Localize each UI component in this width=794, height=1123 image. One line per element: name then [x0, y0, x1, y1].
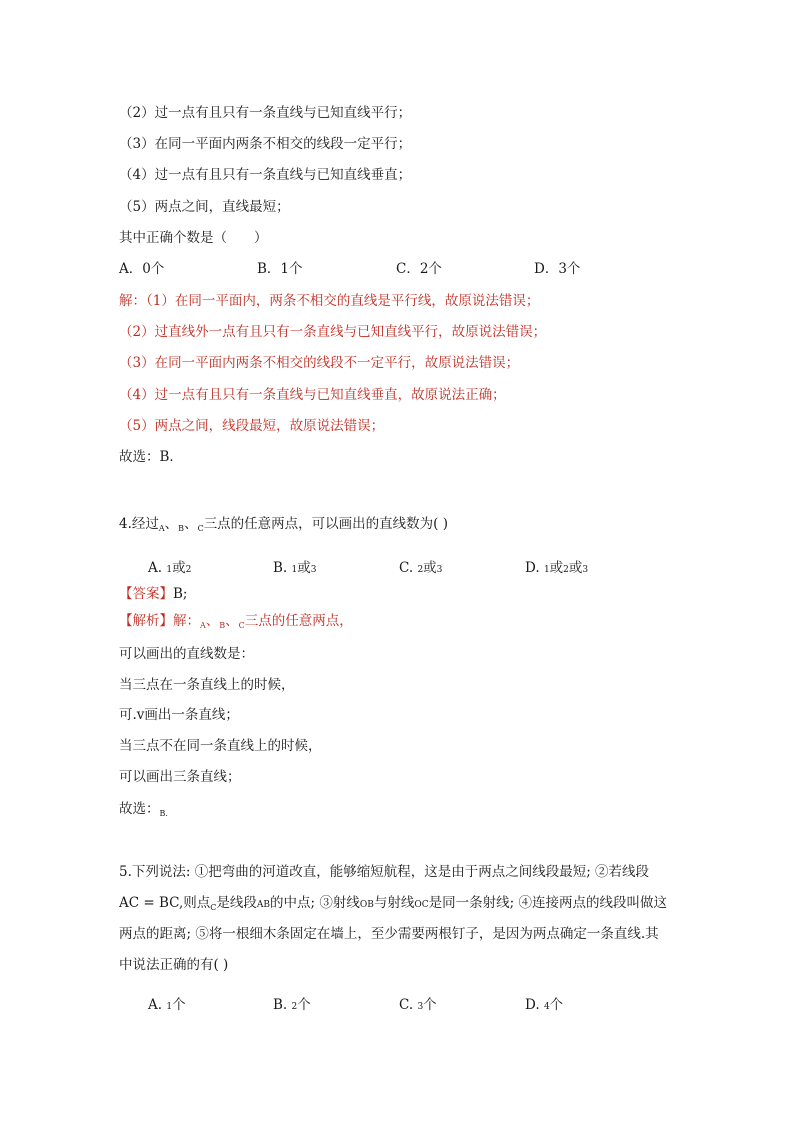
q3-item-3: （3）在同一平面内两条不相交的线段一定平行； [119, 136, 412, 152]
q5-option-b-number: 2 [291, 1002, 298, 1012]
q4-option-d [525, 559, 588, 579]
q4-analysis-b: B [219, 621, 226, 630]
q4-option-d-or: 或 [549, 560, 564, 576]
q5-option-d [525, 996, 563, 1016]
q5-line-2 [119, 894, 667, 914]
q4-final-value: B. [159, 809, 168, 818]
q5-line2-c: 的中点; ③射线 [270, 895, 360, 911]
q3-option-b: B．1个 [257, 261, 303, 277]
q5-option-c-letter: C. [399, 997, 414, 1013]
q4-stem [119, 515, 448, 535]
q4-analysis-sep-2: 、 [225, 613, 239, 629]
q4-option-d-n2: 2 [563, 565, 569, 575]
q4-analysis-a: A [200, 621, 206, 630]
q4-point-b: B [178, 524, 185, 533]
q4-option-c-n1: 2 [417, 565, 424, 575]
q4-analysis-label: 【解析】 [119, 613, 173, 629]
q4-answer [119, 585, 187, 603]
q4-line-4: 当三点不在同一条直线上的时候， [119, 738, 322, 754]
q3-solution-5: （5）两点之间，线段最短，故原说法错误； [119, 418, 385, 434]
q4-answer-label: 【答案】 [119, 586, 173, 602]
q4-final-prefix: 故选： [119, 801, 160, 817]
q3-option-a: A．0个 [119, 261, 165, 277]
q4-option-d-or2: 或 [568, 560, 583, 576]
q4-stem-prefix: 4.经过 [119, 516, 159, 532]
q4-option-a [148, 559, 191, 579]
q4-option-c-letter: C. [399, 560, 414, 576]
q5-line2-oc: OC [414, 900, 429, 910]
q5-option-b [273, 996, 311, 1016]
q4-option-b-or: 或 [297, 560, 311, 576]
q4-option-b [273, 559, 316, 579]
q5-option-d-unit: 个 [549, 997, 564, 1013]
q4-analysis-start: 解： [173, 613, 200, 629]
q4-answer-value: B; [173, 586, 188, 602]
q4-option-c [399, 559, 442, 579]
q4-point-c: C [197, 524, 204, 533]
q4-sep-1: 、 [164, 516, 179, 532]
q5-line-1: 5.下列说法: ①把弯曲的河道改直，能够缩短航程，这是由于两点之间线段最短; ②若线段 [119, 864, 650, 880]
q5-line2-b: 是线段 [216, 895, 257, 911]
q4-option-c-or: 或 [423, 560, 437, 576]
q4-option-a-letter: A. [148, 560, 163, 576]
q4-option-b-n2: 3 [310, 565, 317, 575]
q5-line2-ob: OB [359, 900, 374, 910]
q3-option-d: D．3个 [534, 261, 581, 277]
q3-item-5: （5）两点之间，直线最短； [119, 199, 290, 215]
q5-option-a-letter: A. [148, 997, 163, 1013]
q5-line2-a: AC = BC,则点 [119, 895, 211, 911]
q3-option-c: C．2个 [396, 261, 442, 277]
q5-line2-d: 与射线 [373, 895, 415, 911]
q4-final [119, 800, 168, 820]
q4-point-a: A [158, 524, 165, 533]
q3-solution-1: 解：（1）在同一平面内，两条不相交的直线是平行线，故原说法错误； [119, 293, 540, 309]
q4-analysis-c: C [238, 621, 245, 630]
q3-item-4: （4）过一点有且只有一条直线与已知直线垂直； [119, 167, 412, 183]
q4-option-b-letter: B. [273, 560, 288, 576]
q4-stem-suffix: 三点的任意两点，可以画出的直线数为( ) [203, 516, 449, 532]
q5-line2-point-c: C [210, 903, 217, 912]
q4-analysis-sep-1: 、 [205, 613, 220, 629]
q4-line-2: 当三点在一条直线上的时候， [119, 677, 295, 693]
q3-item-2: （2）过一点有且只有一条直线与已知直线平行； [119, 105, 412, 121]
q4-option-c-n2: 3 [436, 565, 443, 575]
q3-prompt: 其中正确个数是（ ） [119, 230, 268, 246]
q5-option-b-unit: 个 [297, 997, 311, 1013]
q5-line2-ab: AB [256, 900, 271, 910]
q4-option-d-n3: 3 [582, 565, 589, 575]
q5-option-d-letter: D. [525, 997, 540, 1013]
q4-option-a-n1: 1 [166, 565, 173, 575]
q5-option-c-unit: 个 [423, 997, 437, 1013]
q4-line-5: 可以画出三条直线； [119, 769, 241, 785]
q4-option-d-n1: 1 [543, 565, 550, 575]
q4-option-a-or: 或 [172, 560, 186, 576]
q4-line-3: 可.v画出一条直线； [119, 707, 239, 723]
q3-answer: 故选：B． [119, 449, 183, 465]
q5-option-d-number: 4 [543, 1002, 550, 1012]
q5-option-c [399, 996, 437, 1016]
q4-analysis-suffix: 三点的任意两点， [244, 613, 353, 629]
q4-sep-2: 、 [184, 516, 198, 532]
q5-option-a-number: 1 [166, 1002, 173, 1012]
q5-line-4: 中说法正确的有( ) [119, 957, 229, 973]
q4-analysis [119, 612, 353, 632]
q5-line2-e: 是同一条射线; ④连接两点的线段叫做这 [428, 895, 667, 911]
q5-option-c-number: 3 [417, 1002, 424, 1012]
q3-solution-4: （4）过一点有且只有一条直线与已知直线垂直，故原说法正确； [119, 387, 506, 403]
q3-solution-3: （3）在同一平面内两条不相交的线段不一定平行，故原说法错误； [119, 355, 520, 371]
q4-option-d-letter: D. [525, 560, 540, 576]
q5-option-a [148, 996, 186, 1016]
q3-solution-2: （2）过直线外一点有且只有一条直线与已知直线平行，故原说法错误； [119, 324, 547, 340]
q4-option-a-n2: 2 [185, 565, 192, 575]
q5-option-a-unit: 个 [172, 997, 186, 1013]
q5-line-3: 两点的距离; ⑤将一根细木条固定在墙上，至少需要两根钉子，是因为两点确定一条直线.其 [119, 926, 659, 942]
q4-option-b-n1: 1 [291, 565, 298, 575]
q4-line-1: 可以画出的直线数是： [119, 646, 254, 662]
q5-option-b-letter: B. [273, 997, 288, 1013]
